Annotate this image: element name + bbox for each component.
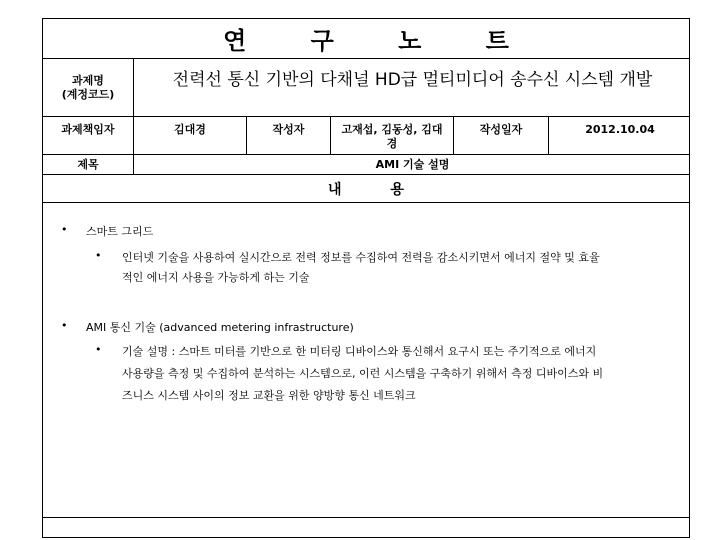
project-label [43, 59, 133, 116]
item-1-text: 스마트 그리드 [86, 225, 154, 238]
bullet-2: • [61, 319, 68, 332]
author-value-line1: 고재섭, 김동성, 김대 [341, 123, 443, 136]
document-title: 연 구 노 트 [223, 26, 537, 55]
project-name: 전력선 통신 기반의 다채널 HD급 멀티미디어 송수신 시스템 개발 [133, 59, 691, 116]
item-2-sub-line-2: 사용량을 측정 및 수집하여 분석하는 시스템으로, 이런 시스템을 구축하기 위해서 측정 디바이스와 비 [122, 367, 604, 380]
research-note-sheet [42, 18, 690, 538]
info-row [43, 117, 689, 155]
project-row [43, 59, 689, 117]
content-header: 내 용 [328, 182, 426, 198]
subject-label: 제목 [77, 157, 99, 171]
footer-divider [43, 517, 689, 518]
item-2-sub-line-1: 기술 설명 : 스마트 미터를 기반으로 한 미터링 디바이스와 통신해서 요구시 또는 주기적으로 에너지 [122, 345, 597, 358]
item-1-sub-line-1: 인터넷 기술을 사용하여 실시간으로 전력 정보를 수집하여 전력을 감소시키면서 에너지 절약 및 효율 [122, 251, 600, 264]
project-label-line1: 과제명 [72, 73, 104, 87]
item-1-sub-line-2: 적인 에너지 사용을 가능하게 하는 기술 [122, 271, 310, 284]
author-value [330, 117, 453, 154]
subject-row [43, 155, 689, 175]
project-label-line2: (계정코드) [61, 87, 115, 101]
item-2-sub-line-3: 즈니스 시스템 사이의 정보 교환을 위한 양방향 통신 네트워크 [122, 389, 416, 402]
title-row [43, 19, 689, 59]
lead-value: 김대경 [133, 117, 246, 154]
content-body [43, 203, 689, 517]
sub-bullet-1: • [95, 249, 102, 262]
lead-label: 과제책임자 [61, 123, 115, 136]
content-header-row [43, 175, 689, 203]
date-label: 작성일자 [453, 117, 548, 154]
subject-value: AMI 기술 설명 [133, 155, 691, 174]
item-2-text: AMI 통신 기술 (advanced metering infrastructure) [86, 321, 354, 334]
bullet-1: • [61, 223, 68, 236]
date-value: 2012.10.04 [548, 117, 691, 154]
author-label: 작성자 [246, 117, 330, 154]
author-value-line2: 경 [386, 137, 398, 150]
sub-bullet-2: • [95, 343, 102, 356]
